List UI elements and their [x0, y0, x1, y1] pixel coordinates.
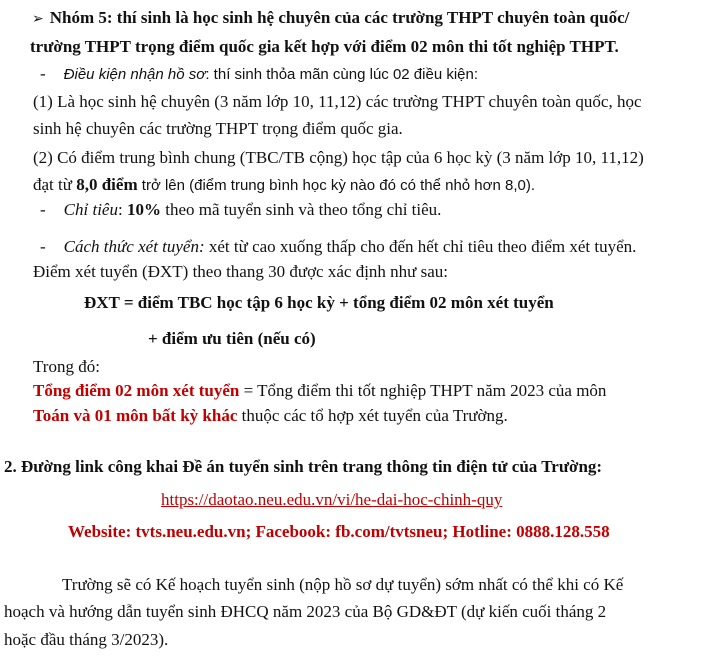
method-line2: Điểm xét tuyển (ĐXT) theo thang 30 được xác định như sau: — [33, 262, 449, 281]
formula-line2: + điểm ưu tiên (nếu có) — [148, 329, 316, 348]
condition-1-line1: (1) Là học sinh hệ chuyên (3 năm lớp 10, 11,12) các trường THPT chuyên toàn quốc, học — [33, 92, 642, 111]
condition-2-line2: đạt từ 8,0 điểm trở lên (điểm trung bình học kỳ nào đó có thể nhỏ hơn 8,0). — [33, 175, 536, 194]
condition-line: - Điều kiện nhận hồ sơ: thí sinh thỏa mãn cùng lúc 02 điều kiện: — [40, 64, 479, 83]
group5-heading-line2: trường THPT trọng điểm quốc gia kết hợp với điểm 02 môn thi tốt nghiệp THPT. — [30, 37, 619, 56]
scheme-link[interactable]: https://daotao.neu.edu.vn/vi/he-dai-hoc-chinh-quy — [161, 490, 503, 509]
condition-1-line2: sinh hệ chuyên các trường THPT trọng điểm quốc gia. — [33, 119, 403, 138]
where-label: Trong đó: — [33, 357, 100, 376]
closing-line2: hoạch và hướng dẫn tuyển sinh ĐHCQ năm 2023 của Bộ GD&ĐT (dự kiến cuối tháng 2 — [4, 602, 607, 621]
quota-line: - Chỉ tiêu: 10% theo mã tuyển sinh và theo tổng chỉ tiêu. — [40, 200, 442, 219]
condition-2-line1: (2) Có điểm trung bình chung (TBC/TB cộng) học tập của 6 học kỳ (3 năm lớp 10, 11,12) — [33, 148, 644, 167]
formula-line1: ĐXT = điểm TBC học tập 6 học kỳ + tổng điểm 02 môn xét tuyển — [84, 293, 554, 312]
definition-line2: Toán và 01 môn bất kỳ khác thuộc các tổ hợp xét tuyển của Trường. — [33, 406, 508, 425]
contact-line: Website: tvts.neu.edu.vn; Facebook: fb.com/tvtsneu; Hotline: 0888.128.558 — [68, 522, 610, 541]
section2-heading: 2. Đường link công khai Đề án tuyển sinh trên trang thông tin điện tử của Trường: — [4, 457, 603, 476]
group5-heading-line1: ➢ Nhóm 5: thí sinh là học sinh hệ chuyên của các trường THPT chuyên toàn quốc/ — [32, 8, 630, 27]
definition-line1: Tổng điểm 02 môn xét tuyển = Tổng điểm thi tốt nghiệp THPT năm 2023 của môn — [33, 381, 607, 400]
method-line: - Cách thức xét tuyển: xét từ cao xuống thấp cho đến hết chỉ tiêu theo điểm xét tuyển. — [40, 237, 637, 256]
arrow-bullet-icon: ➢ — [32, 11, 44, 27]
closing-line1: Trường sẽ có Kế hoạch tuyển sinh (nộp hồ sơ dự tuyển) sớm nhất có thể khi có Kế — [62, 575, 624, 594]
closing-line3: hoặc đầu tháng 3/2023). — [4, 630, 169, 649]
